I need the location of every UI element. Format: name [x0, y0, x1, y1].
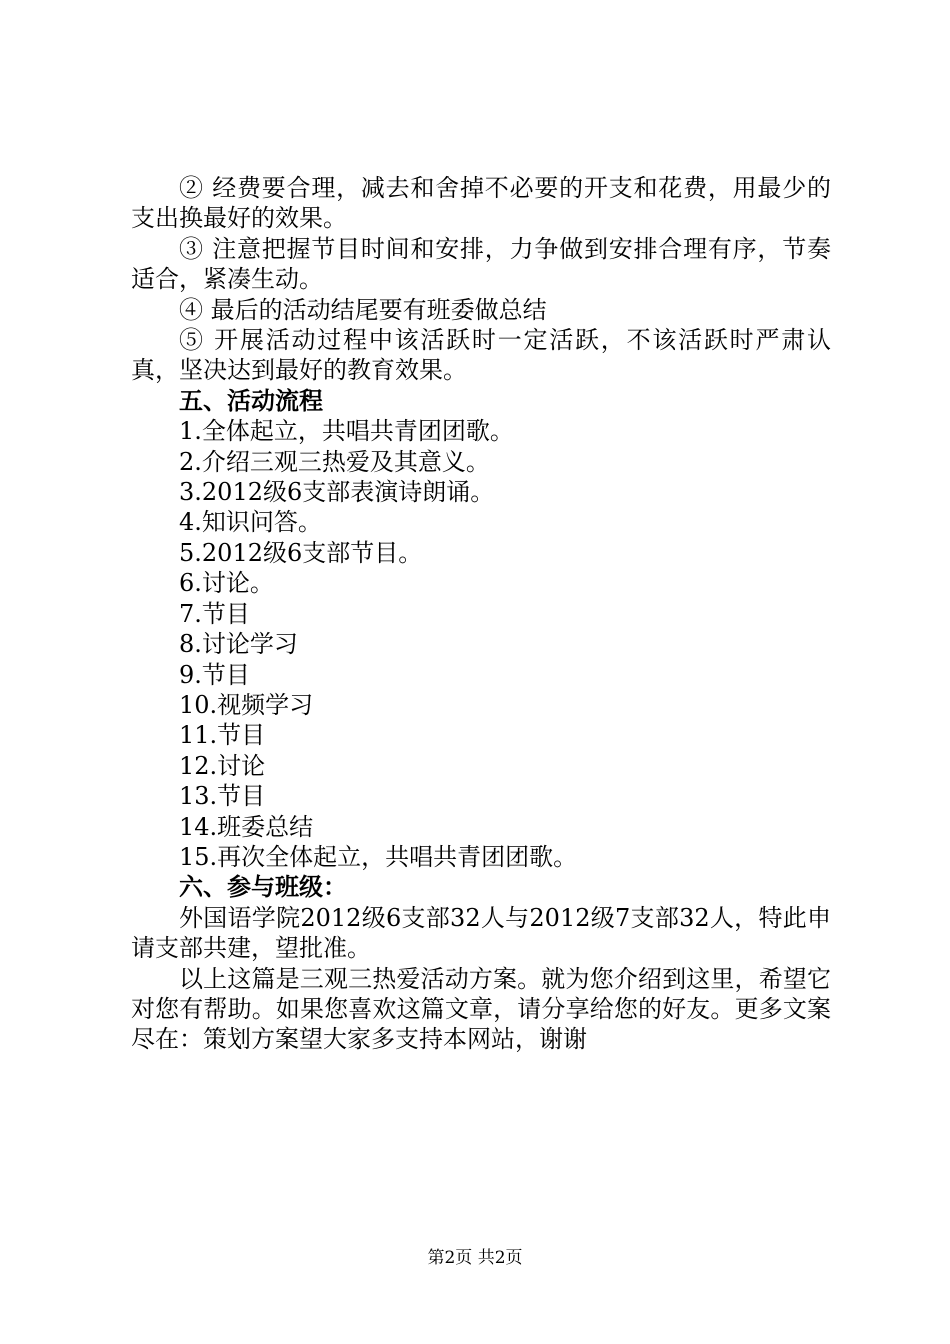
list-item: 8.讨论学习: [179, 630, 298, 659]
list-item: 11.节目: [179, 721, 266, 750]
list-item: 12.讨论: [179, 751, 266, 780]
paragraph-closing: 以上这篇是三观三热爱活动方案。就为您介绍到这里，希望它对您有帮助。如果您喜欢这篇文章，请分享给您的好友。更多文案尽在：策划方案望大家多支持本网站，谢谢: [131, 964, 831, 1054]
section-heading-classes: 六、参与班级：: [179, 873, 347, 902]
paragraph-summary: ④ 最后的活动结尾要有班委做总结: [179, 295, 547, 324]
section-heading-flow: 五、活动流程: [179, 386, 323, 415]
list-item: 9.节目: [179, 660, 250, 689]
list-item: 3.2012级6支部表演诗朗诵。: [179, 478, 495, 507]
list-item: 5.2012级6支部节目。: [179, 538, 423, 567]
list-item: 4.知识问答。: [179, 508, 322, 537]
list-item: 10.视频学习: [179, 690, 314, 719]
list-item: 1.全体起立，共唱共青团团歌。: [179, 417, 514, 446]
paragraph-budget: ② 经费要合理，减去和舍掉不必要的开支和花费，用最少的支出换最好的效果。: [131, 174, 831, 233]
paragraph-timing: ③ 注意把握节目时间和安排，力争做到安排合理有序，节奏适合，紧凑生动。: [131, 234, 831, 294]
list-item: 6.讨论。: [179, 569, 274, 598]
list-item: 7.节目: [179, 599, 250, 628]
page-footer: 第2页 共2页: [427, 1248, 523, 1268]
list-item: 2.介绍三观三热爱及其意义。: [179, 447, 490, 476]
paragraph-activity: ⑤ 开展活动过程中该活跃时一定活跃，不该活跃时严肃认真，坚决达到最好的教育效果。: [131, 326, 831, 385]
list-item: 14.班委总结: [179, 812, 314, 841]
paragraph-classes: 外国语学院2012级6支部32人与2012级7支部32人，特此申请支部共建，望批准。: [131, 903, 831, 963]
list-item: 13.节目: [179, 782, 266, 811]
document-body: [131, 173, 831, 1055]
list-item: 15.再次全体起立，共唱共青团团歌。: [179, 842, 578, 871]
